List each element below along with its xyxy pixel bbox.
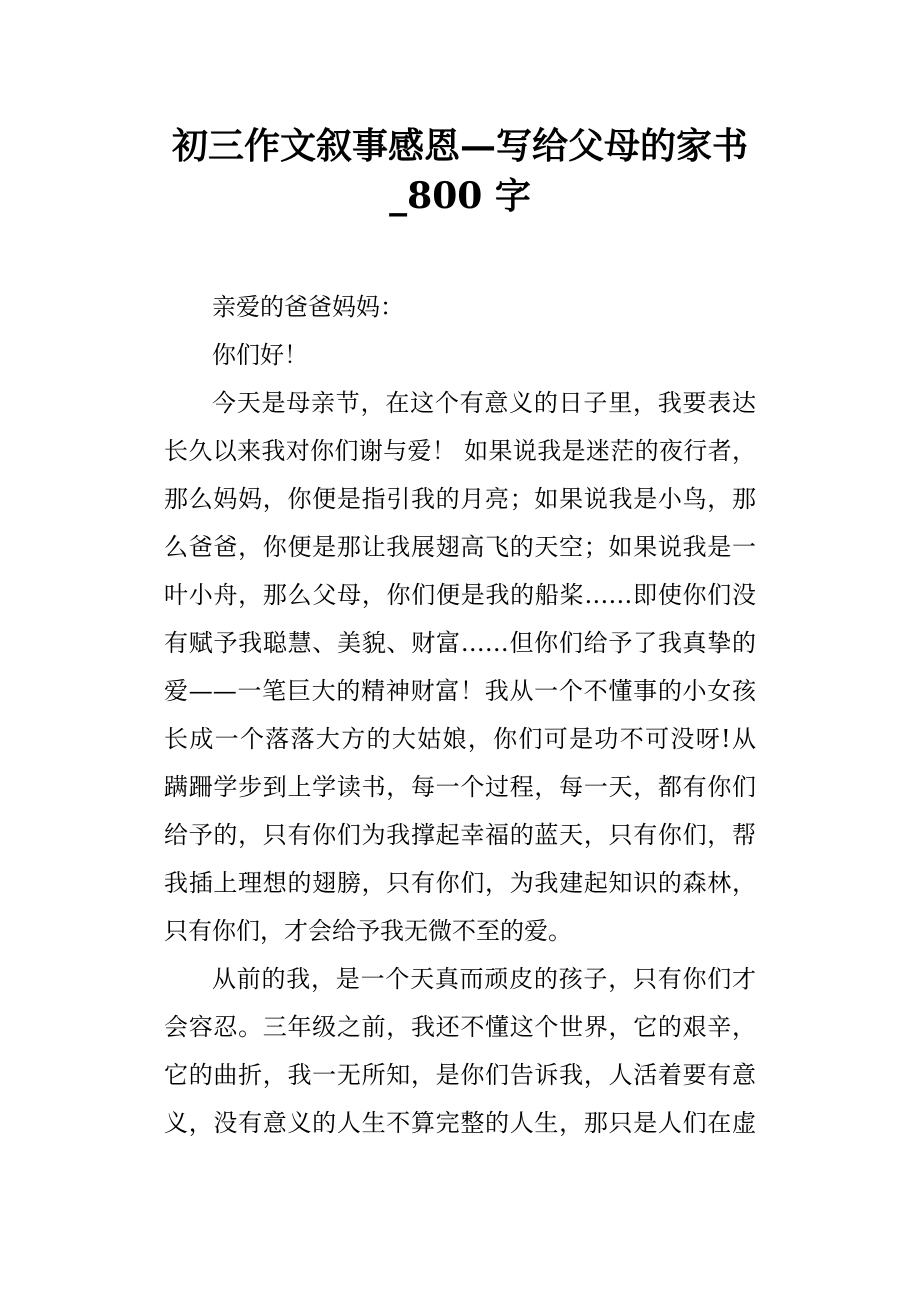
document-title [160,121,760,221]
text-line: 爱——一笔巨大的精神财富！我从一个不懂事的小女孩 [164,677,756,705]
text-line: 从前的我，是一个天真而顽皮的孩子，只有你们才 [212,965,756,993]
text-line: 蹒跚学步到上学读书，每一个过程，每一天，都有你们 [164,773,756,801]
text-line: 长久以来我对你们谢与爱！ 如果说我是迷茫的夜行者， [164,437,756,465]
text-line: 那么妈妈，你便是指引我的月亮；如果说我是小鸟，那 [164,485,756,513]
text-line: 义，没有意义的人生不算完整的人生，那只是人们在虚 [164,1109,756,1137]
text-line: 会容忍。三年级之前，我还不懂这个世界，它的艰辛， [164,1013,756,1041]
title-line-1: 初三作文叙事感恩—写给父母的家书 [171,125,748,167]
text-line: 我插上理想的翅膀，只有你们，为我建起知识的森林， [164,869,756,897]
text-line: 给予的，只有你们为我撑起幸福的蓝天，只有你们，帮 [164,821,756,849]
text-line: 你们好！ [212,341,308,369]
title-line-2: _800 字 [389,175,531,217]
text-line: 长成一个落落大方的大姑娘，你们可是功不可没呀!从 [164,725,756,753]
text-line: 只有你们，才会给予我无微不至的爱。 [164,917,572,945]
text-line: 有赋予我聪慧、美貌、财富……但你们给予了我真挚的 [164,629,756,657]
text-line: 么爸爸，你便是那让我展翅高飞的天空；如果说我是一 [164,533,756,561]
text-line: 叶小舟，那么父母，你们便是我的船桨……即使你们没 [164,581,756,609]
text-line: 亲爱的爸爸妈妈： [212,293,404,321]
text-line: 它的曲折，我一无所知，是你们告诉我，人活着要有意 [164,1061,756,1089]
letter-body [164,283,756,1147]
text-line: 今天是母亲节，在这个有意义的日子里，我要表达 [212,389,756,417]
